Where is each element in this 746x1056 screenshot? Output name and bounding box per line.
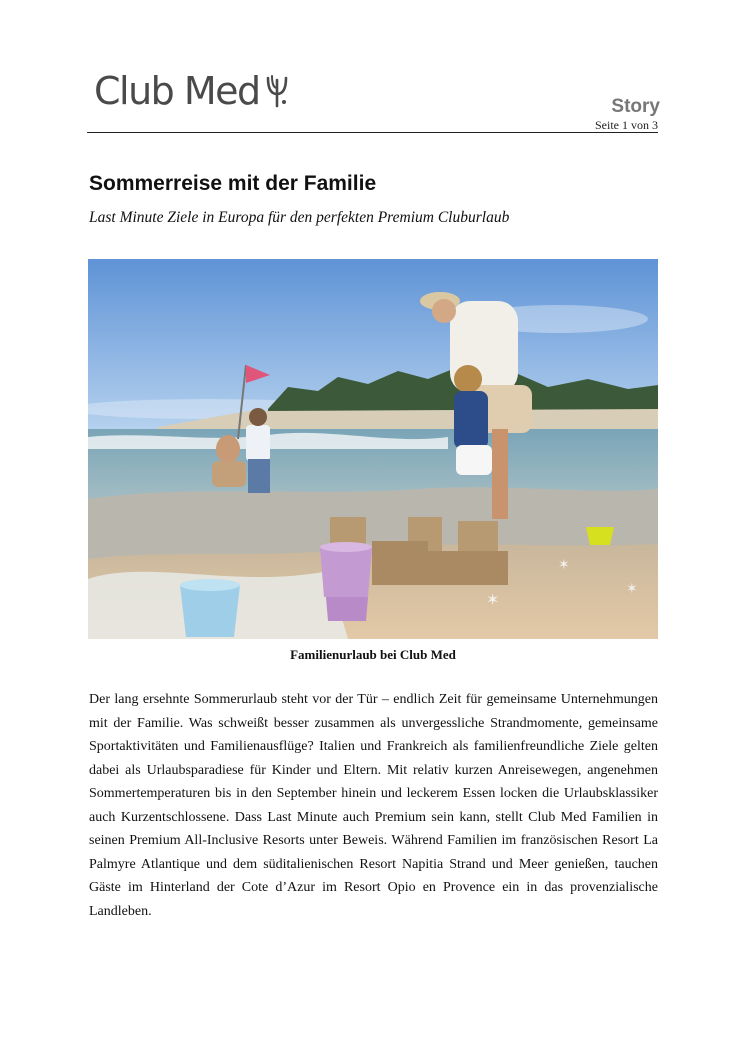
brand-name: Club Med [94,69,260,113]
trident-icon [264,72,290,108]
header-divider [87,132,658,133]
story-label: Story [611,96,660,117]
page-subtitle: Last Minute Ziele in Europa für den perfekten Premium Cluburlaub [89,209,510,226]
svg-text:✶: ✶ [486,590,500,609]
article-body: Der lang ersehnte Sommerurlaub steht vor der Tür – endlich Zeit für gemeinsame Unternehmungen mit der Familie. Was schweißt besser zusammen als unvergessliche Strandmomente, gemeinsame Sportaktivitäten und Familienausflüge? Italien und Frankreich als familienfreundliche Ziele gelten dabei als Urlaubsparadiese für Kinder und Eltern. Mit relativ kurzen Anreisewegen, angenehmen Sommertemperaturen bis in den September hinein und leckerem Essen locken die Urlaubsklassiker auch Kurzentschlossene. Dass Last Minute auch Premium sein kann, stellt Club Med Familien in seinen Premium All-Inclusive Resorts unter Beweis. Während Familien im französischen Resort La Palmyre Atlantique und dem süditalienischen Resort Napitia Strand und Meer genießen, tauchen Gäste im Hinterland der Cote d’Azur im Resort Opio en Provence ein in das provenzialische Landleben. [89,692,658,919]
page-indicator: Seite 1 von 3 [595,118,658,132]
svg-text:✶: ✶ [626,581,638,597]
beach-family-photo [88,259,658,639]
page-title: Sommerreise mit der Familie [89,172,377,195]
svg-text:✶: ✶ [558,557,570,573]
image-caption: Familienurlaub bei Club Med [290,647,456,662]
club-med-logo [94,69,290,113]
